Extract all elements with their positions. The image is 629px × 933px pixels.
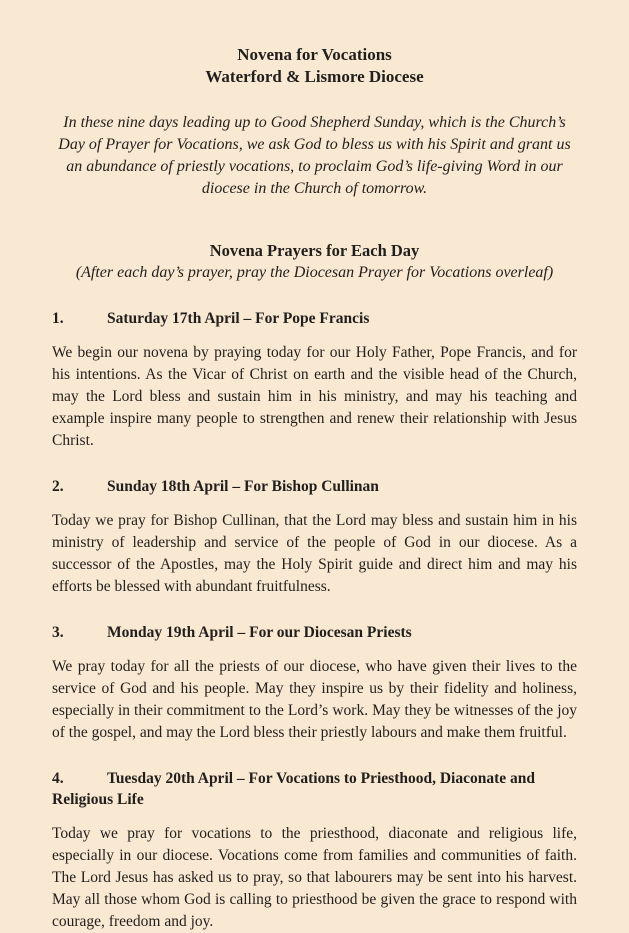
section-1-heading	[52, 308, 577, 329]
title-line-1: Novena for Vocations	[237, 45, 392, 64]
section-4-number: 4.	[52, 770, 64, 787]
section-3	[52, 622, 577, 744]
section-3-heading-text: Monday 19th April – For our Diocesan Priests	[107, 624, 412, 641]
title-line-2: Waterford & Lismore Diocese	[205, 67, 424, 86]
section-2-number: 2.	[52, 478, 64, 495]
subheader-note: (After each day’s prayer, pray the Diocesan Prayer for Vocations overleaf)	[75, 264, 554, 281]
section-3-heading	[52, 622, 577, 643]
section-1-body: We begin our novena by praying today for our Holy Father, Pope Francis, and for his intentions. As the Vicar of Christ on earth and the visible head of the Church, may the Lord bless and sustain him in his ministry, and may his teaching and example inspire many people to strengthen and renew their relationship with Jesus Christ.	[52, 344, 577, 449]
subheader-title: Novena Prayers for Each Day	[209, 241, 420, 260]
section-2-heading-text: Sunday 18th April – For Bishop Cullinan	[107, 478, 379, 495]
section-2	[52, 476, 577, 598]
section-2-body: Today we pray for Bishop Cullinan, that the Lord may bless and sustain him in his ministry of leadership and service of the people of God in our diocese. As a successor of the Apostles, may the Holy Spirit guide and direct him and may his efforts be blessed with abundant fruitfulness.	[52, 512, 577, 595]
section-3-number: 3.	[52, 624, 64, 641]
section-4-body: Today we pray for vocations to the priesthood, diaconate and religious life, especially in our diocese. Vocations come from families and communities of faith. The Lord Jesus has asked us to pray, so that labourers may be sent into his harvest. May all those whom God is calling to priesthood be given the grace to respond with courage, freedom and joy.	[52, 825, 577, 930]
section-3-body: We pray today for all the priests of our diocese, who have given their lives to the service of God and his people. May they inspire us by their fidelity and holiness, especially in their commitment to the Lord’s work. May they be witnesses of the joy of the gospel, and may the Lord bless their priestly labours and make them fruitful.	[52, 658, 577, 741]
section-4-heading	[52, 768, 577, 810]
section-4	[52, 768, 577, 933]
section-1-number: 1.	[52, 310, 64, 327]
document-title	[52, 44, 577, 88]
section-4-heading-text: Tuesday 20th April – For Vocations to Priesthood, Diaconate and Religious Life	[52, 770, 536, 808]
section-1	[52, 308, 577, 452]
section-2-heading	[52, 476, 577, 497]
section-1-heading-text: Saturday 17th April – For Pope Francis	[107, 310, 370, 327]
intro-paragraph: In these nine days leading up to Good Shepherd Sunday, which is the Church’s Day of Prayer for Vocations, we ask God to bless us with his Spirit and grant us an abundance of priestly vocations, to proclaim God’s life-giving Word in our diocese in the Church of tomorrow.	[58, 114, 571, 197]
subheader-block	[52, 240, 577, 284]
